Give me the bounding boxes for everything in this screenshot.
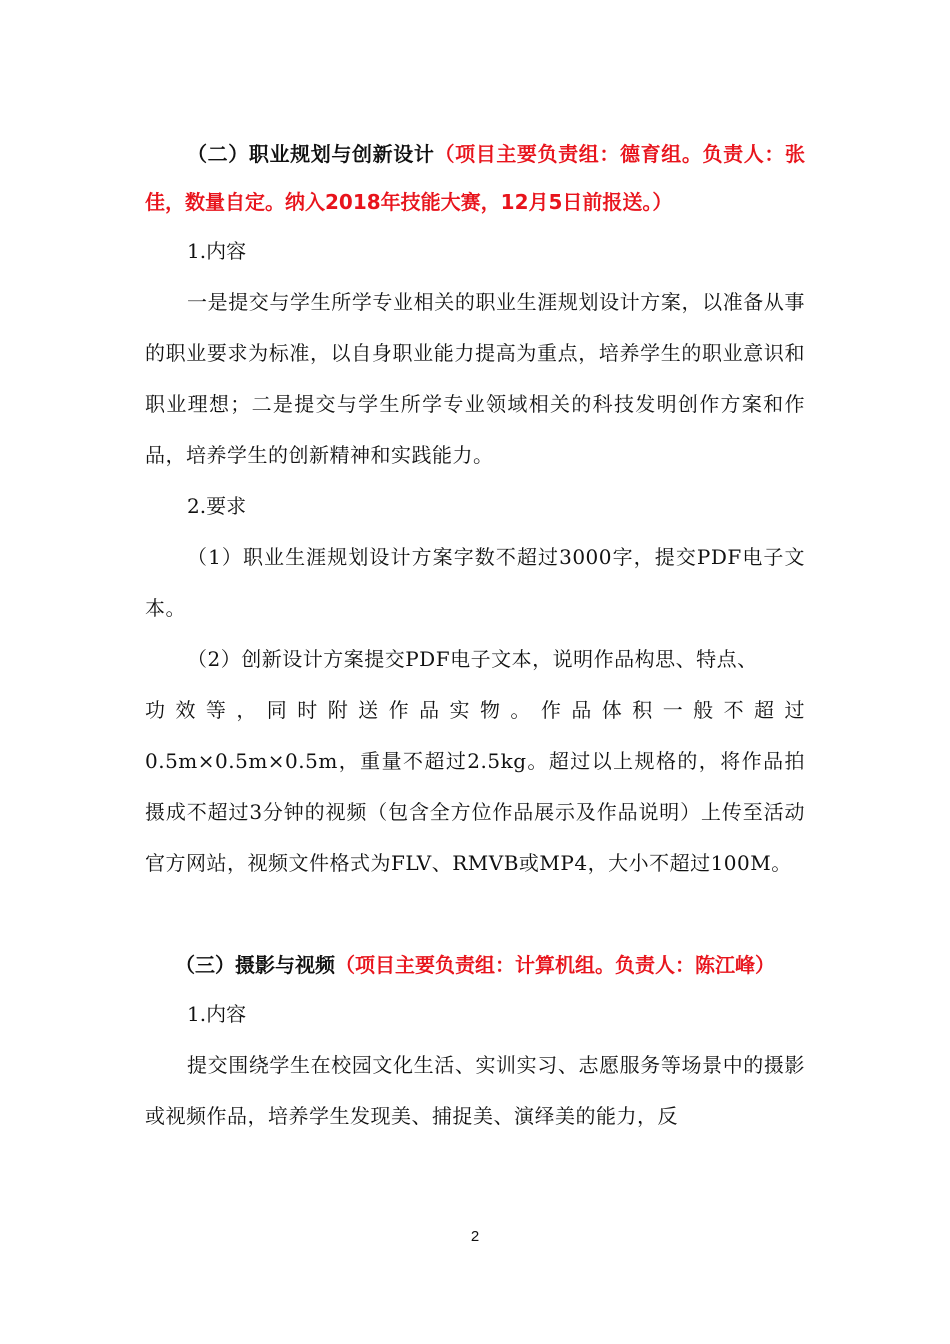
section-3-content-label: 1.内容	[187, 1002, 247, 1026]
section-3-responsible-note: （项目主要负责组：计算机组。负责人：陈江峰）	[335, 953, 775, 977]
section-2-content-text: 一是提交与学生所学专业相关的职业生涯规划设计方案，以准备从事的职业要求为标准，以自身职业能力提高为重点，培养学生的职业意识和职业理想；二是提交与学生所学专业领域相关的科技发明创作方案和作品，培养学生的创新精神和实践能力。	[145, 290, 805, 467]
section-2-requirement-label: 2.要求	[187, 494, 247, 518]
section-2-title: （二）职业规划与创新设计	[187, 142, 435, 166]
section-2-requirement-1: （1）职业生涯规划设计方案字数不超过3000字，提交PDF电子文本。	[145, 545, 805, 620]
section-2-requirement-2-rest: 0.5m×0.5m×0.5m，重量不超过2.5kg。超过以上规格的，将作品拍摄成不超过3分钟的视频（包含全方位作品展示及作品说明）上传至活动官方网站，视频文件格式为FLV、RMVB或MP4，大小不超过100M。	[145, 749, 805, 875]
section-2-content-label: 1.内容	[187, 239, 247, 263]
section-2-requirement-2-line-2: 功效等，同时附送作品实物。作品体积一般不超过	[145, 698, 805, 722]
document-page	[145, 130, 805, 1142]
section-2-responsible-note: （项目主要负责组：德育组。负责人：张佳，数量自定。纳入2018年技能大赛，12月5日前报送。）	[145, 142, 806, 214]
section-2-heading	[145, 130, 805, 226]
section-3-content-text: 提交围绕学生在校园文化生活、实训实习、志愿服务等场景中的摄影或视频作品，培养学生发现美、捕捉美、演绎美的能力，反	[145, 1053, 805, 1128]
page-number: 2	[470, 1228, 480, 1245]
section-3-heading	[145, 941, 805, 989]
section-3-title: （三）摄影与视频	[175, 953, 335, 977]
section-2-requirement-2-line-1: （2）创新设计方案提交PDF电子文本，说明作品构思、特点、	[187, 647, 758, 671]
